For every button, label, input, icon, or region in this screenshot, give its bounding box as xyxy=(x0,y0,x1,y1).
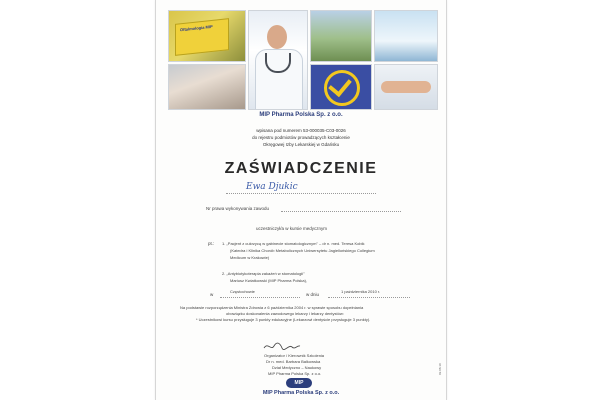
day-label: w dniu xyxy=(306,292,320,297)
license-label: Nr prawa wykonywania zawodu xyxy=(206,206,270,211)
footer-company: MIP Pharma Polska Sp. z o.o. xyxy=(262,390,340,396)
elderly-people-photo xyxy=(168,64,246,110)
organizer-line-3: Dział Medyczno – Naukowy xyxy=(272,365,322,370)
certificate-title: ZAŚWIADCZENIE xyxy=(224,160,378,177)
product-photo xyxy=(168,10,246,62)
registry-line-3: Okręgowej Izby Lekarskiej w Gdańsku xyxy=(262,142,340,147)
product-box: Oftalmologia MIP xyxy=(175,18,229,56)
course-2-title: 2. „Antybiotykoterapia zakażeń w stomatologii" xyxy=(222,271,305,276)
registry-line-1: wpisana pod numerem 53-000035-C03-0026 xyxy=(256,128,346,133)
organizer-line-4: MIP Pharma Polska Sp. z o.o. xyxy=(268,371,322,376)
certificate-page xyxy=(155,0,447,400)
license-line xyxy=(281,211,401,212)
course-1-org: (Katedra i Klinika Chorób Metabolicznych Uniwersytetu Jagiellońskiego Collegium xyxy=(230,248,375,253)
legal-line-3: * Uczestnikowi kursu przysługuje 3 punkty edukacyjne (Lekarzowi dentyście przysługuje 3 punkty). xyxy=(196,317,371,322)
place: Częstochowie xyxy=(230,289,255,294)
side-code: 03.08.10 xyxy=(438,363,442,375)
participated-text: uczestniczył/a w kursie medycznym xyxy=(256,226,328,231)
date-line xyxy=(328,297,410,298)
checkmark-logo-icon xyxy=(310,64,372,110)
signature xyxy=(262,340,302,352)
company-name: MIP Pharma Polska Sp. z o.o. xyxy=(259,112,343,118)
organizer-line-1: Organizator / Kierownik Szkolenia xyxy=(264,353,325,358)
mip-logo-icon: MIP xyxy=(286,378,312,388)
legal-line-1: Na podstawie rozporządzenia Ministra Zdrowia z 6 października 2004 r. w sprawie sposobu dopełniania xyxy=(180,305,364,310)
organizer-line-2: Dr n. med. Barbara Balkowska xyxy=(266,359,321,364)
cyclists-photo xyxy=(310,10,372,62)
doctor-photo xyxy=(248,10,308,110)
participant-name: Ewa Djukic xyxy=(246,182,298,192)
course-1-title: 1. „Pacjent z cukrzycą w gabinecie stomatologicznym" – dr n. med. Teresa Kobik xyxy=(222,241,365,246)
lab-photo xyxy=(374,10,438,62)
place-prefix: w xyxy=(210,292,214,297)
name-line xyxy=(226,193,376,194)
handshake-photo xyxy=(374,64,438,110)
legal-line-2: obowiązku doskonalenia zawodowego lekarzy i lekarzy dentystów: xyxy=(226,311,344,316)
course-label: pt.: xyxy=(208,241,215,246)
place-line xyxy=(220,297,300,298)
course-1-org-2: Medicum w Krakowie) xyxy=(230,255,270,260)
registry-line-2: do rejestru podmiotów prowadzących kształcenie xyxy=(252,135,350,140)
date: 1 października 2010 r. xyxy=(341,289,381,294)
course-2-author: Mariusz Kwiatkowski (MIP Pharma Polska), xyxy=(230,278,308,283)
